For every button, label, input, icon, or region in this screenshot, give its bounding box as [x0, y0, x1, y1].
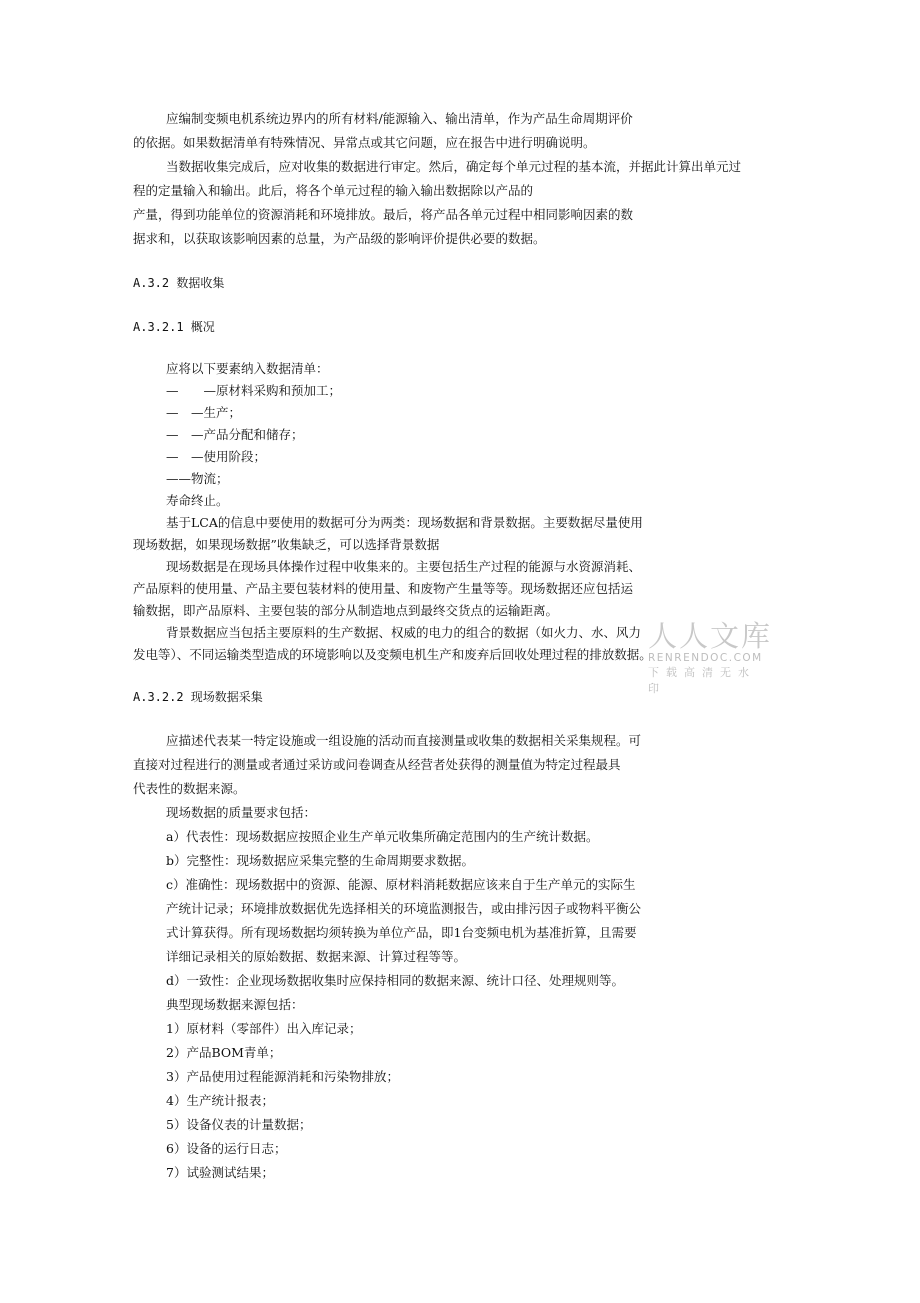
text-line: 应描述代表某一特定设施或一组设施的活动而直接测量或收集的数据相关采集规程。可	[166, 733, 642, 748]
text-line: 程的定量输入和输出。此后，将各个单元过程的输入输出数据除以产品的	[133, 183, 534, 198]
text-line: 发电等）、不同运输类型造成的环境影响以及变频电机生产和废弃后回收处理过程的排放数据。	[133, 647, 652, 662]
list-item: 2）产品BOM青单；	[166, 1045, 282, 1060]
text-line: 代表性的数据来源。	[133, 781, 246, 796]
list-item: — —原材料采购和预加工；	[166, 383, 342, 398]
section-heading: A.3.2 数据收集	[133, 276, 225, 290]
text-line: 详细记录相关的原始数据、数据来源、计算过程等等。	[166, 949, 467, 964]
text-line: 据求和，以获取该影响因素的总量，为产品级的影响评价提供必要的数据。	[133, 231, 546, 246]
text-line: 产量，得到功能单位的资源消耗和环境排放。最后，将产品各单元过程中相同影响因素的数	[133, 207, 634, 222]
text-line: 输数据，即产品原料、主要包装的部分从制造地点到最终交货点的运输距离。	[133, 603, 559, 618]
list-item: — —生产；	[166, 405, 242, 420]
text-line: 现场数据，如果现场数据”收集缺乏，可以选择背景数据	[133, 537, 440, 552]
text-line: 应将以下要素纳入数据清单：	[166, 361, 329, 376]
subsection-heading: A.3.2.1 概况	[133, 320, 215, 334]
list-item: c）准确性：现场数据中的资源、能源、原材料消耗数据应该来自于生产单元的实际生	[166, 877, 636, 892]
text-line: 直接对过程进行的测量或者通过采访或问卷调查从经营者处获得的测量值为特定过程最具	[133, 757, 621, 772]
text-line: 基于LCA的信息中要使用的数据可分为两类：现场数据和背景数据。主要数据尽量使用	[166, 515, 643, 530]
list-item: 5）设备仪表的计量数据；	[166, 1117, 312, 1132]
list-item: 6）设备的运行日志；	[166, 1141, 287, 1156]
text-line: 的依据。如果数据清单有特殊情况、异常点或其它问题，应在报告中进行明确说明。	[133, 135, 596, 150]
list-item: 1）原材料（零部件）出入库记录；	[166, 1021, 362, 1036]
text-line: 典型现场数据来源包括：	[166, 997, 304, 1012]
list-item: — —使用阶段；	[166, 449, 267, 464]
subsection-heading: A.3.2.2 现场数据采集	[133, 690, 263, 704]
list-item: 3）产品使用过程能源消耗和污染物排放；	[166, 1069, 399, 1084]
list-item: a）代表性：现场数据应按照企业生产单元收集所确定范围内的生产统计数据。	[166, 829, 599, 844]
text-line: 应编制变频电机系统边界内的所有材料/能源输入、输出清单，作为产品生命周期评价	[166, 111, 633, 126]
text-line: 产品原料的使用量、产品主要包装材料的使用量、和废物产生量等等。现场数据还应包括运	[133, 581, 634, 596]
text-line: 现场数据是在现场具体操作过程中收集来的。主要包括生产过程的能源与水资源消耗、	[166, 559, 642, 574]
list-item: b）完整性：现场数据应采集完整的生命周期要求数据。	[166, 853, 475, 868]
watermark-tagline: 下载高清无水印	[648, 666, 756, 695]
watermark	[648, 620, 772, 697]
text-line: 现场数据的质量要求包括：	[166, 805, 317, 820]
list-item: 寿命终止。	[166, 493, 229, 508]
text-line: 当数据收集完成后，应对收集的数据进行审定。然后，确定每个单元过程的基本流，并据此计算出单元过	[166, 159, 742, 174]
text-line: 式计算获得。所有现场数据均须转换为单位产品，即1台变频电机为基准折算，且需要	[166, 925, 637, 940]
text-line: 产统计记录；环境排放数据优先选择相关的环境监测报告，或由排污因子或物料平衡公	[166, 901, 642, 916]
list-item: 4）生产统计报表；	[166, 1093, 274, 1108]
watermark-title: 人人文库	[648, 619, 773, 653]
list-item: ——物流；	[166, 471, 229, 486]
list-item: d）一致性：企业现场数据收集时应保持相同的数据来源、统计口径、处理规则等。	[166, 973, 625, 988]
text-line: 背景数据应当包括主要原料的生产数据、权威的电力的组合的数据（如火力、水、风力	[166, 625, 642, 640]
watermark-domain: RENRENDOC.COM	[648, 652, 763, 664]
list-item: — —产品分配和储存；	[166, 427, 304, 442]
list-item: 7）试验测试结果；	[166, 1165, 274, 1180]
